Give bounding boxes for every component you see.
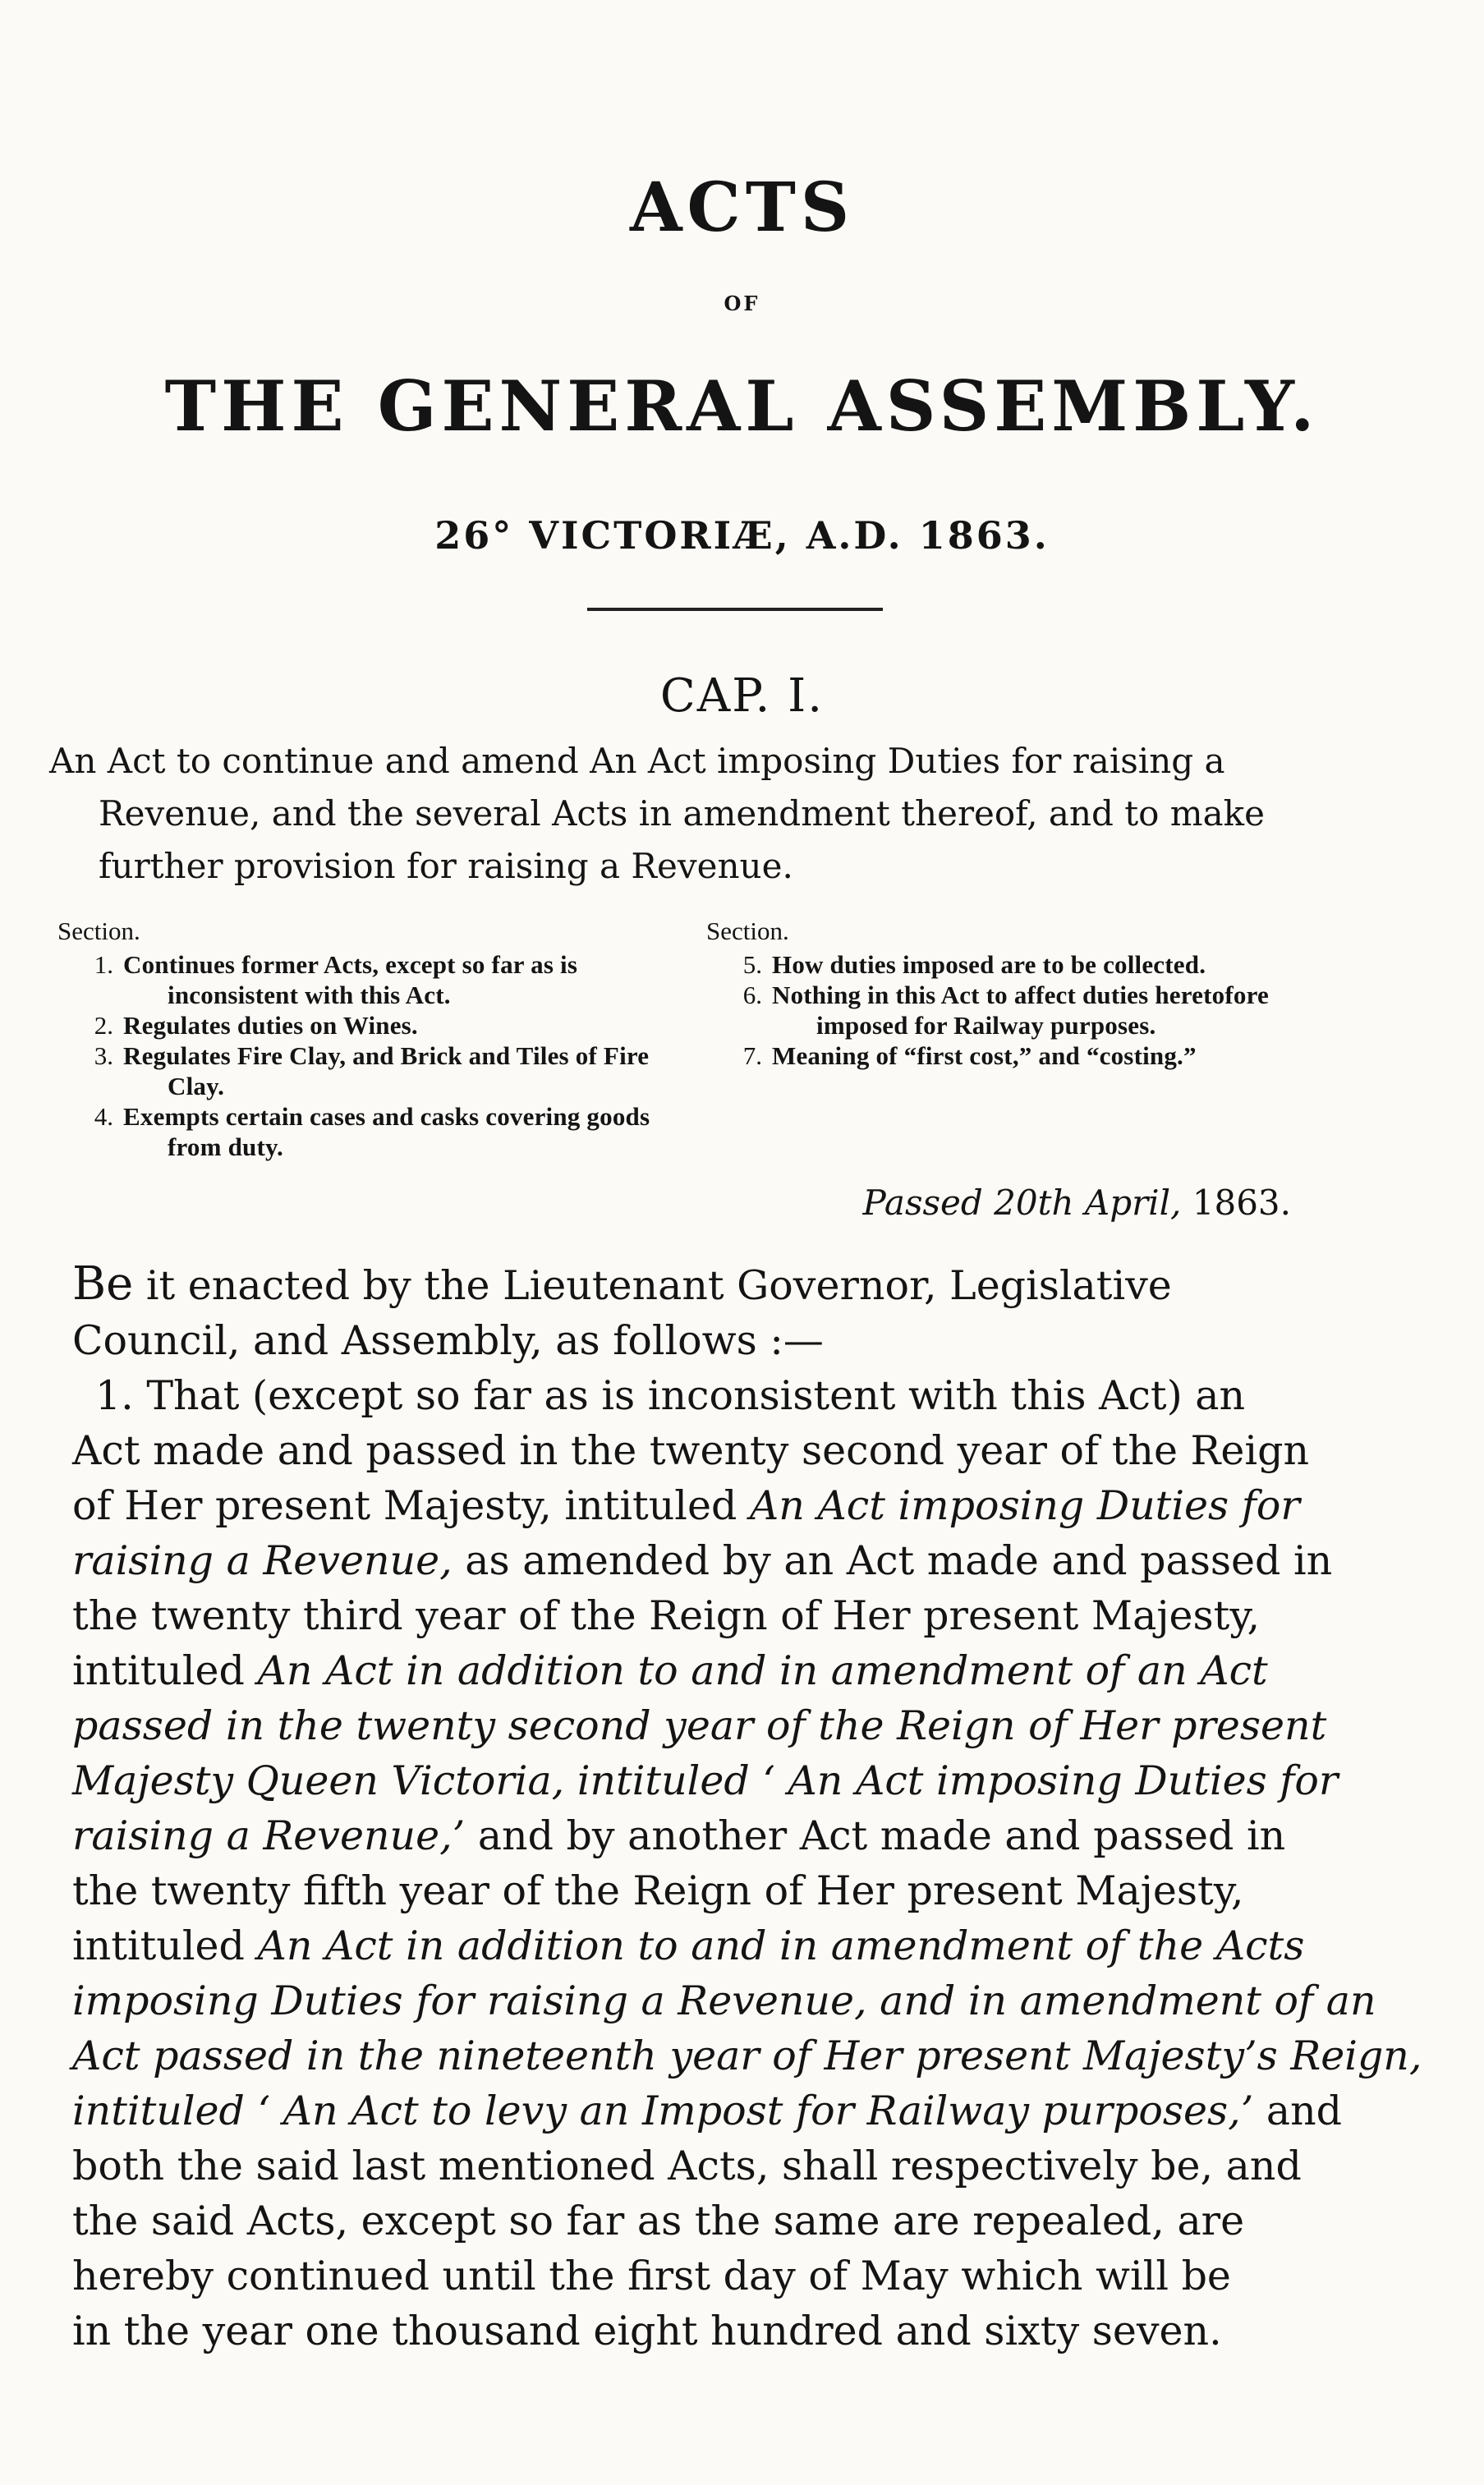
document-subtitle: THE GENERAL ASSEMBLY.	[164, 365, 1320, 447]
passed-date: Passed 20th April, 1863.	[862, 1183, 1291, 1223]
body-line: raising a Revenue,’ and by another Act made and passed in	[72, 1812, 1286, 1859]
body-line: Act made and passed in the twenty second year of the Reign	[72, 1427, 1310, 1474]
body-line: the twenty fifth year of the Reign of Her present Majesty,	[72, 1867, 1244, 1914]
body-line: in the year one thousand eight hundred and sixty seven.	[72, 2308, 1222, 2354]
section-index-item: 7. Meaning of “first cost,” and “costing.”	[742, 1041, 1197, 1070]
body-line: raising a Revenue, as amended by an Act made and passed in	[72, 1537, 1333, 1584]
body-line: intituled An Act in addition to and in amendment of the Acts	[72, 1922, 1305, 1969]
body-line: the said Acts, except so far as the same are repealed, are	[72, 2198, 1245, 2244]
act-long-title	[49, 735, 1330, 893]
divider-rule	[587, 608, 883, 611]
body-line: intituled ‘ An Act to levy an Impost for Railway purposes,’ and	[72, 2088, 1343, 2134]
section-heading: Section.	[706, 916, 789, 945]
section-index-right	[706, 916, 1347, 1071]
section-index-item: 3. Regulates Fire Clay, and Brick and Tiles of Fire Clay.	[94, 1041, 650, 1100]
regnal-year: 26° VICTORIÆ, A.D. 1863.	[434, 513, 1050, 558]
body-line: both the said last mentioned Acts, shall respectively be, and	[72, 2143, 1302, 2189]
body-line: passed in the twenty second year of the Reign of Her present	[72, 1702, 1327, 1749]
section-index-left	[57, 916, 690, 1162]
section-heading: Section.	[57, 916, 140, 945]
section-index-item: 4. Exempts certain cases and casks covering goods from duty.	[94, 1102, 650, 1161]
body-line: Majesty Queen Victoria, intituled ‘ An Act imposing Duties for	[72, 1757, 1339, 1804]
section-index-item: 5. How duties imposed are to be collected.	[742, 950, 1206, 979]
body-line: Act passed in the nineteenth year of Her present Majesty’s Reign,	[72, 2033, 1422, 2079]
title-connector: OF	[724, 292, 760, 315]
section-index-item: 6. Nothing in this Act to affect duties heretofore imposed for Railway purposes.	[742, 981, 1269, 1040]
long-title-line: An Act to continue and amend An Act imposing Duties for raising a	[49, 741, 1225, 781]
body-line: hereby continued until the first day of May which will be	[72, 2253, 1231, 2299]
body-line: Council, and Assembly, as follows :—	[72, 1317, 824, 1364]
section-index-item: 1. Continues former Acts, except so far as is inconsistent with this Act.	[94, 950, 578, 1009]
body-line: of Her present Majesty, intituled An Act imposing Duties for	[72, 1482, 1300, 1529]
section-index-item: 2. Regulates duties on Wines.	[94, 1011, 418, 1040]
body-line: Be it enacted by the Lieutenant Governor, Legislative	[72, 1257, 1172, 1311]
body-line: intituled An Act in addition to and in amendment of an Act	[72, 1647, 1268, 1694]
body-line: the twenty third year of the Reign of Her present Majesty,	[72, 1592, 1261, 1639]
document-title: ACTS	[629, 168, 855, 247]
long-title-line: Revenue, and the several Acts in amendment thereof, and to make	[99, 793, 1265, 834]
chapter-number: CAP. I.	[659, 669, 825, 723]
long-title-line: further provision for raising a Revenue.	[99, 846, 793, 886]
body-line: 1. That (except so far as is inconsistent with this Act) an	[95, 1372, 1246, 1419]
body-line: imposing Duties for raising a Revenue, and in amendment of an	[72, 1977, 1376, 2024]
enactment-body	[72, 1256, 1422, 2359]
